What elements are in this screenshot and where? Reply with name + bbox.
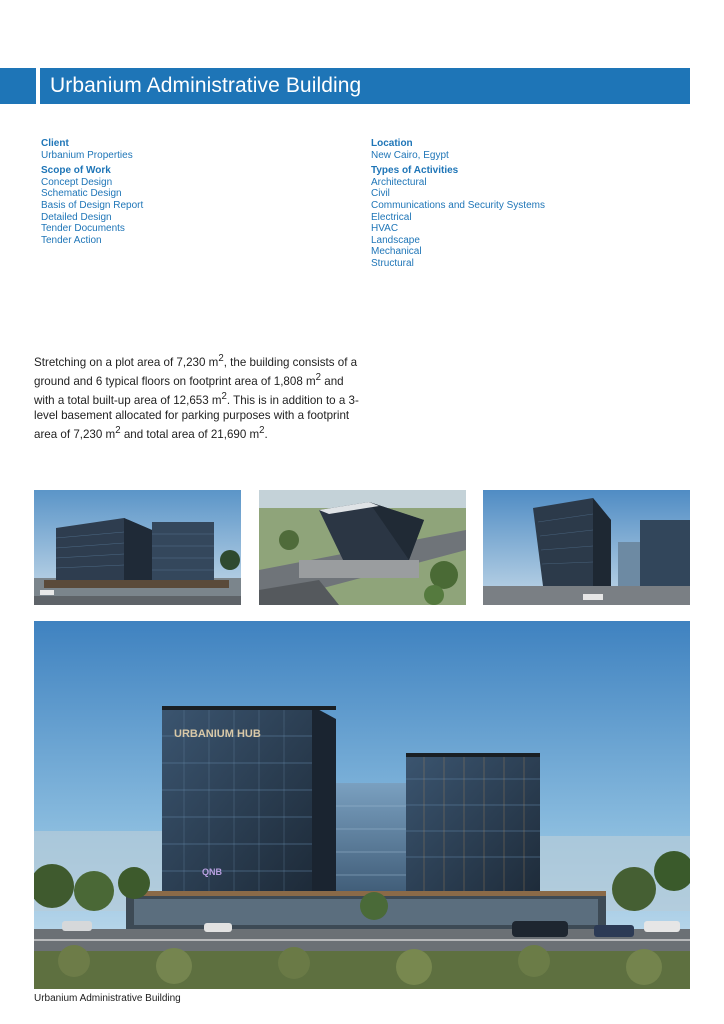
scope-item: Schematic Design bbox=[41, 188, 122, 200]
building-render-hero bbox=[34, 621, 690, 989]
scope-item: Detailed Design bbox=[41, 211, 112, 223]
bank-sign-text: QNB bbox=[202, 867, 222, 877]
activity-item: Landscape bbox=[371, 234, 420, 246]
activity-item: Electrical bbox=[371, 211, 412, 223]
activity-item: Mechanical bbox=[371, 246, 422, 258]
scope-list bbox=[41, 177, 341, 247]
activities-list bbox=[371, 177, 691, 270]
scope-label: Scope of Work bbox=[41, 165, 111, 177]
building-sign-text: URBANIUM HUB bbox=[174, 728, 261, 740]
info-column-left bbox=[41, 138, 341, 246]
scope-item: Basis of Design Report bbox=[41, 199, 144, 211]
activity-item: HVAC bbox=[371, 223, 399, 235]
location-value: New Cairo, Egypt bbox=[371, 149, 449, 161]
project-description: Stretching on a plot area of 7,230 $m^2$, the building consists of a ground and 6 typical floors on footprint area of 1,808 $m^2$ and with a total built-up area of 12,653 $m^2$. This is in addition to a 3-level basement allocated for parking purposes with a footprint area of 7,230 $m^2$ and total area of 21,690 $m^2$. bbox=[34, 352, 359, 441]
info-column-right bbox=[371, 138, 691, 270]
activity-item: Communications and Security Systems bbox=[371, 199, 545, 211]
title-accent-block bbox=[0, 68, 36, 104]
location-label: Location bbox=[371, 138, 413, 149]
page-title: Urbanium Administrative Building bbox=[50, 74, 362, 97]
scope-item: Concept Design bbox=[41, 176, 113, 188]
scope-item: Tender Documents bbox=[41, 223, 125, 235]
activity-item: Structural bbox=[371, 257, 414, 269]
activity-item: Architectural bbox=[371, 176, 427, 188]
client-label: Client bbox=[41, 138, 69, 149]
building-render-thumbnail-aerial bbox=[259, 490, 466, 605]
activity-item: Civil bbox=[371, 188, 390, 200]
building-render-thumbnail-front bbox=[34, 490, 241, 605]
building-render-thumbnail-corner bbox=[483, 490, 690, 605]
scope-item: Tender Action bbox=[41, 234, 102, 246]
image-caption: Urbanium Administrative Building bbox=[34, 993, 181, 1004]
client-value: Urbanium Properties bbox=[41, 149, 133, 161]
title-bar bbox=[40, 68, 690, 104]
activities-label: Types of Activities bbox=[371, 165, 459, 177]
